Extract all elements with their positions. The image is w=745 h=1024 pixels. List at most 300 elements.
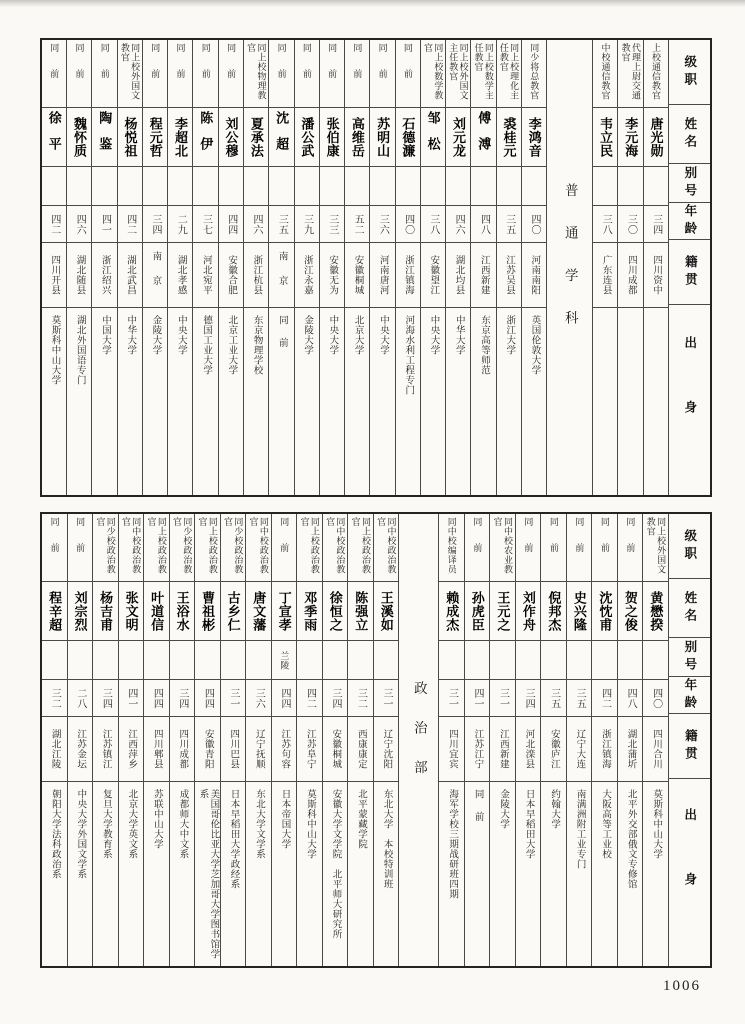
- origin-cell: [67, 308, 91, 495]
- native-cell: [219, 243, 243, 308]
- age-text: 二九: [175, 213, 187, 235]
- age-text: 三五: [276, 213, 288, 235]
- rank-text: 同前: [377, 43, 388, 95]
- name-text: 曹祖彬: [200, 590, 216, 632]
- rank-cell: [168, 40, 192, 108]
- origin-cell: [244, 308, 268, 495]
- person-column: [169, 514, 195, 966]
- age-cell: [471, 206, 495, 243]
- name-cell: [118, 108, 142, 167]
- person-column: [566, 514, 592, 966]
- name-text: 杨悦祖: [122, 116, 138, 158]
- roster-table-general-studies: [40, 38, 712, 497]
- origin-text: 中华大学: [125, 315, 137, 355]
- alias-cell: [92, 167, 116, 206]
- rank-text: 同前: [276, 43, 287, 95]
- origin-cell: [522, 308, 546, 495]
- age-cell: [490, 680, 515, 717]
- native-text: 南京: [276, 250, 288, 300]
- alias-cell: [320, 167, 344, 206]
- name-text: 孙虎臣: [469, 590, 485, 632]
- age-cell: [439, 680, 464, 717]
- rank-cell: [244, 40, 268, 108]
- native-cell: [439, 717, 464, 782]
- native-cell: [497, 243, 521, 308]
- age-cell: [143, 206, 167, 243]
- alias-cell: [195, 641, 220, 680]
- rank-cell: [618, 514, 643, 582]
- origin-text: 东北大学 本校特训班: [381, 789, 393, 889]
- age-cell: [170, 680, 195, 717]
- origin-cell: [170, 782, 195, 966]
- native-text: 浙江镇海: [599, 729, 611, 769]
- origin-cell: [269, 308, 293, 495]
- person-column: [91, 40, 116, 495]
- native-text: 浙江绍兴: [99, 255, 111, 295]
- origin-cell: [490, 782, 515, 966]
- name-text: 唐文藩: [251, 590, 267, 632]
- native-cell: [170, 717, 195, 782]
- origin-text: 德国工业大学: [201, 315, 213, 375]
- name-cell: [170, 582, 195, 641]
- name-cell: [193, 108, 217, 167]
- rank-text: 同前: [523, 517, 534, 569]
- rank-cell: [195, 514, 220, 582]
- name-cell: [497, 108, 521, 167]
- person-column: [268, 40, 293, 495]
- origin-text: 金陵大学: [302, 315, 314, 355]
- native-cell: [567, 717, 592, 782]
- rank-cell: [345, 40, 369, 108]
- age-text: 四八: [478, 213, 490, 235]
- age-text: 三四: [523, 687, 535, 709]
- age-text: 四一: [125, 687, 137, 709]
- origin-text: 英国伦敦大学: [529, 315, 541, 375]
- age-text: 三一: [227, 687, 239, 709]
- alias-cell: [246, 641, 271, 680]
- native-cell: [272, 717, 297, 782]
- rank-text: 同前: [472, 517, 483, 569]
- person-column: [643, 40, 668, 495]
- name-cell: [541, 582, 566, 641]
- page-number: 1006: [663, 978, 701, 994]
- origin-cell: [272, 782, 297, 966]
- age-cell: [323, 680, 348, 717]
- alias-cell: [348, 641, 373, 680]
- age-cell: [297, 680, 322, 717]
- age-cell: [643, 680, 668, 717]
- origin-text: 南满洲附工业专门: [574, 789, 586, 869]
- native-cell: [471, 243, 495, 308]
- name-cell: [219, 108, 243, 167]
- age-text: 三二: [355, 687, 367, 709]
- native-cell: [374, 717, 399, 782]
- alias-cell: [144, 641, 169, 680]
- rank-cell: [439, 514, 464, 582]
- alias-cell: [465, 641, 490, 680]
- age-cell: [42, 680, 67, 717]
- native-text: 河北宛平: [200, 255, 212, 295]
- rank-cell: [370, 40, 394, 108]
- origin-cell: [119, 782, 144, 966]
- person-column: [515, 514, 541, 966]
- age-cell: [516, 680, 541, 717]
- age-text: 三四: [100, 687, 112, 709]
- section-label: 普通学科: [562, 182, 578, 353]
- person-column: [118, 514, 144, 966]
- origin-cell: [219, 308, 243, 495]
- name-cell: [92, 108, 116, 167]
- native-text: 安徽青阳: [202, 729, 214, 769]
- origin-text: 朝阳大学法科政治系: [49, 789, 61, 879]
- rank-cell: [118, 40, 142, 108]
- name-cell: [618, 582, 643, 641]
- rank-cell: [522, 40, 546, 108]
- rank-text: 同前: [301, 43, 312, 95]
- row-header-label: 级职: [669, 40, 710, 105]
- origin-cell: [320, 308, 344, 495]
- rank-cell: [67, 40, 91, 108]
- native-text: 湖北随县: [74, 255, 86, 295]
- alias-cell: [118, 167, 142, 206]
- person-column: [617, 40, 642, 495]
- origin-text: 复旦大学教育系: [100, 789, 112, 859]
- person-column: [591, 514, 617, 966]
- age-cell: [144, 680, 169, 717]
- native-text: 四川宜宾: [446, 729, 458, 769]
- rank-text: 同中校编译员: [446, 517, 457, 574]
- roster-table-politics-dept: [40, 512, 712, 968]
- native-text: 江苏江宁: [472, 729, 484, 769]
- age-text: 四二: [48, 213, 60, 235]
- age-text: 三四: [149, 213, 161, 235]
- alias-cell: [42, 641, 67, 680]
- age-text: 四四: [225, 213, 237, 235]
- native-text: 河南唐河: [377, 255, 389, 295]
- row-header-label: 籍贯: [669, 714, 710, 779]
- age-text: 五二: [352, 213, 364, 235]
- native-cell: [618, 717, 643, 782]
- origin-cell: [168, 308, 192, 495]
- name-text: 傅溥: [476, 111, 492, 163]
- native-text: 安徽庐江: [548, 729, 560, 769]
- name-text: 王元之: [495, 590, 511, 632]
- native-cell: [93, 717, 118, 782]
- age-cell: [348, 680, 373, 717]
- rank-cell: [516, 514, 541, 582]
- name-text: 魏怀质: [71, 116, 87, 158]
- name-text: 张文明: [123, 590, 139, 632]
- native-text: 南京: [150, 250, 162, 300]
- origin-text: 中央大学: [327, 315, 339, 355]
- rank-cell: [295, 40, 319, 108]
- alias-cell: [269, 167, 293, 206]
- alias-cell: [644, 167, 668, 206]
- rank-text: 同少将总教官: [529, 43, 540, 100]
- age-text: 三四: [176, 687, 188, 709]
- age-text: 三〇: [625, 213, 637, 235]
- name-cell: [244, 108, 268, 167]
- age-text: 四〇: [650, 687, 662, 709]
- age-cell: [272, 680, 297, 717]
- rank-cell: [567, 514, 592, 582]
- origin-cell: [446, 308, 470, 495]
- origin-cell: [593, 308, 617, 495]
- section-label-column: [546, 40, 592, 495]
- name-cell: [297, 582, 322, 641]
- name-cell: [144, 582, 169, 641]
- person-column: [66, 40, 91, 495]
- origin-cell: [541, 782, 566, 966]
- native-cell: [618, 243, 642, 308]
- name-cell: [592, 582, 617, 641]
- person-column: [296, 514, 322, 966]
- native-text: 安徽桐城: [352, 255, 364, 295]
- rank-text: 同中校农业教官: [492, 517, 513, 574]
- name-cell: [345, 108, 369, 167]
- age-cell: [219, 206, 243, 243]
- person-column: [322, 514, 348, 966]
- name-text: 刘宗烈: [72, 590, 88, 632]
- alias-text: 兰陵: [279, 650, 290, 670]
- age-cell: [195, 680, 220, 717]
- age-cell: [221, 680, 246, 717]
- origin-cell: [396, 308, 420, 495]
- age-cell: [246, 680, 271, 717]
- name-cell: [421, 108, 445, 167]
- origin-text: 湖北外国语专门: [74, 315, 86, 385]
- row-header-label: 出身: [682, 808, 697, 937]
- age-text: 三一: [446, 687, 458, 709]
- name-text: 李元海: [623, 116, 639, 158]
- native-cell: [92, 243, 116, 308]
- name-cell: [396, 108, 420, 167]
- origin-text: 中国大学: [100, 315, 112, 355]
- alias-cell: [219, 167, 243, 206]
- person-column: [592, 40, 617, 495]
- age-cell: [168, 206, 192, 243]
- row-header-label: 年龄: [669, 203, 710, 240]
- origin-text: 成都师大中文系: [177, 789, 189, 859]
- native-text: 四川开县: [49, 255, 61, 295]
- origin-cell: [68, 782, 93, 966]
- person-column: [617, 514, 643, 966]
- age-cell: [119, 680, 144, 717]
- rank-text: 中校通信教官: [600, 43, 611, 100]
- person-column: [92, 514, 118, 966]
- native-cell: [68, 717, 93, 782]
- age-text: 三一: [381, 687, 392, 709]
- alias-cell: [541, 641, 566, 680]
- age-text: 三七: [200, 213, 212, 235]
- origin-text: 安徽大学文学院 北平师大研究所: [330, 789, 342, 939]
- rank-cell: [144, 514, 169, 582]
- origin-text: 同前: [472, 789, 484, 834]
- person-column: [369, 40, 394, 495]
- person-column: [117, 40, 142, 495]
- native-cell: [143, 243, 167, 308]
- native-cell: [269, 243, 293, 308]
- name-text: 程元哲: [147, 116, 163, 158]
- age-cell: [374, 680, 399, 717]
- person-column: [344, 40, 369, 495]
- native-cell: [522, 243, 546, 308]
- rank-text: 同上校物理教官: [246, 43, 267, 100]
- name-cell: [42, 108, 66, 167]
- rank-cell: [219, 40, 243, 108]
- person-column: [347, 514, 373, 966]
- rank-cell: [643, 514, 668, 582]
- age-text: 四六: [251, 213, 263, 235]
- section-label: 政治部: [411, 680, 427, 800]
- origin-text: 莫斯科中山大学: [49, 315, 61, 385]
- row-header-label: 年龄: [669, 677, 710, 714]
- person-column: [142, 40, 167, 495]
- rank-text: 同中校政治教官: [325, 517, 346, 574]
- origin-cell: [345, 308, 369, 495]
- rank-text: 同上校数学主任教官: [473, 43, 494, 100]
- rank-cell: [541, 514, 566, 582]
- origin-text: 北京大学: [352, 315, 364, 355]
- origin-cell: [144, 782, 169, 966]
- name-cell: [68, 582, 93, 641]
- age-text: 三五: [503, 213, 515, 235]
- origin-text: 日本帝国大学: [279, 789, 291, 849]
- name-cell: [269, 108, 293, 167]
- age-text: 四四: [202, 687, 214, 709]
- origin-text: 中央大学外国文学系: [75, 789, 87, 879]
- rank-text: 同上校政治教官: [350, 517, 371, 574]
- person-column: [42, 40, 66, 495]
- rank-text: 同前: [75, 517, 86, 569]
- native-text: 辽宁大连: [574, 729, 586, 769]
- person-column: [42, 514, 67, 966]
- alias-cell: [446, 167, 470, 206]
- rank-cell: [269, 40, 293, 108]
- rank-text: 同上校政治教官: [299, 517, 320, 574]
- name-cell: [195, 582, 220, 641]
- native-text: 湖北蒲圻: [625, 729, 637, 769]
- rank-text: 同中校政治教官: [120, 517, 142, 574]
- rank-text: 上校通信教官: [651, 43, 662, 100]
- name-cell: [320, 108, 344, 167]
- native-cell: [193, 243, 217, 308]
- age-text: 三八: [600, 213, 612, 235]
- origin-cell: [193, 308, 217, 495]
- age-text: 四六: [74, 213, 86, 235]
- alias-cell: [421, 167, 445, 206]
- rank-text: 同上校数学教官: [423, 43, 444, 100]
- rank-cell: [490, 514, 515, 582]
- origin-cell: [221, 782, 246, 966]
- name-cell: [221, 582, 246, 641]
- name-cell: [618, 108, 642, 167]
- age-cell: [67, 206, 91, 243]
- age-cell: [295, 206, 319, 243]
- native-text: 辽宁沈阳: [381, 729, 393, 769]
- rank-cell: [92, 40, 116, 108]
- native-cell: [592, 717, 617, 782]
- name-text: 高维岳: [349, 116, 365, 158]
- age-text: 三一: [497, 687, 509, 709]
- name-text: 苏明山: [375, 116, 391, 158]
- alias-cell: [439, 641, 464, 680]
- person-column: [395, 40, 420, 495]
- row-header-column: [668, 40, 710, 495]
- native-text: 江苏镇江: [100, 729, 112, 769]
- alias-cell: [374, 641, 399, 680]
- rank-text: 同前: [99, 43, 110, 95]
- native-cell: [644, 243, 668, 308]
- native-text: 安徽桐城: [330, 729, 342, 769]
- rank-cell: [593, 40, 617, 108]
- age-text: 四二: [304, 687, 316, 709]
- age-cell: [244, 206, 268, 243]
- origin-cell: [195, 782, 220, 966]
- rank-cell: [221, 514, 246, 582]
- native-cell: [246, 717, 271, 782]
- native-cell: [490, 717, 515, 782]
- rank-cell: [497, 40, 521, 108]
- name-text: 徐平: [46, 111, 62, 163]
- alias-cell: [119, 641, 144, 680]
- origin-cell: [370, 308, 394, 495]
- origin-text: 河海水利工程专门: [403, 315, 415, 395]
- age-text: 三五: [574, 687, 586, 709]
- name-text: 赖成杰: [444, 590, 460, 632]
- person-column: [194, 514, 220, 966]
- origin-cell: [567, 782, 592, 966]
- person-column: [464, 514, 490, 966]
- age-cell: [370, 206, 394, 243]
- alias-cell: [170, 641, 195, 680]
- row-header-label: 别号: [669, 638, 710, 677]
- native-text: 湖北孝感: [175, 255, 187, 295]
- native-cell: [643, 717, 668, 782]
- rank-text: 同中校政治教官: [376, 517, 397, 574]
- age-text: 四二: [124, 213, 136, 235]
- alias-cell: [323, 641, 348, 680]
- native-text: 湖北均县: [453, 255, 465, 295]
- row-header-label: 籍贯: [669, 240, 710, 305]
- native-text: 河北滦县: [523, 729, 535, 769]
- age-cell: [593, 206, 617, 243]
- name-cell: [348, 582, 373, 641]
- alias-cell: [522, 167, 546, 206]
- age-cell: [446, 206, 470, 243]
- age-text: 四八: [625, 687, 637, 709]
- alias-cell: [193, 167, 217, 206]
- age-text: 三六: [377, 213, 389, 235]
- name-text: 刘元龙: [450, 116, 466, 158]
- name-cell: [272, 582, 297, 641]
- native-cell: [42, 243, 66, 308]
- name-text: 刘公穆: [223, 116, 239, 158]
- rank-cell: [170, 514, 195, 582]
- rank-cell: [592, 514, 617, 582]
- name-text: 史兴隆: [571, 590, 587, 632]
- native-cell: [195, 717, 220, 782]
- alias-cell: [93, 641, 118, 680]
- origin-text: 美国哥伦比亚大学芝加哥大学图书馆学系: [197, 789, 220, 959]
- origin-cell: [118, 308, 142, 495]
- age-cell: [118, 206, 142, 243]
- age-text: 四六: [453, 213, 465, 235]
- origin-text: 中央大学: [175, 315, 187, 355]
- age-cell: [465, 680, 490, 717]
- rank-cell: [119, 514, 144, 582]
- name-cell: [446, 108, 470, 167]
